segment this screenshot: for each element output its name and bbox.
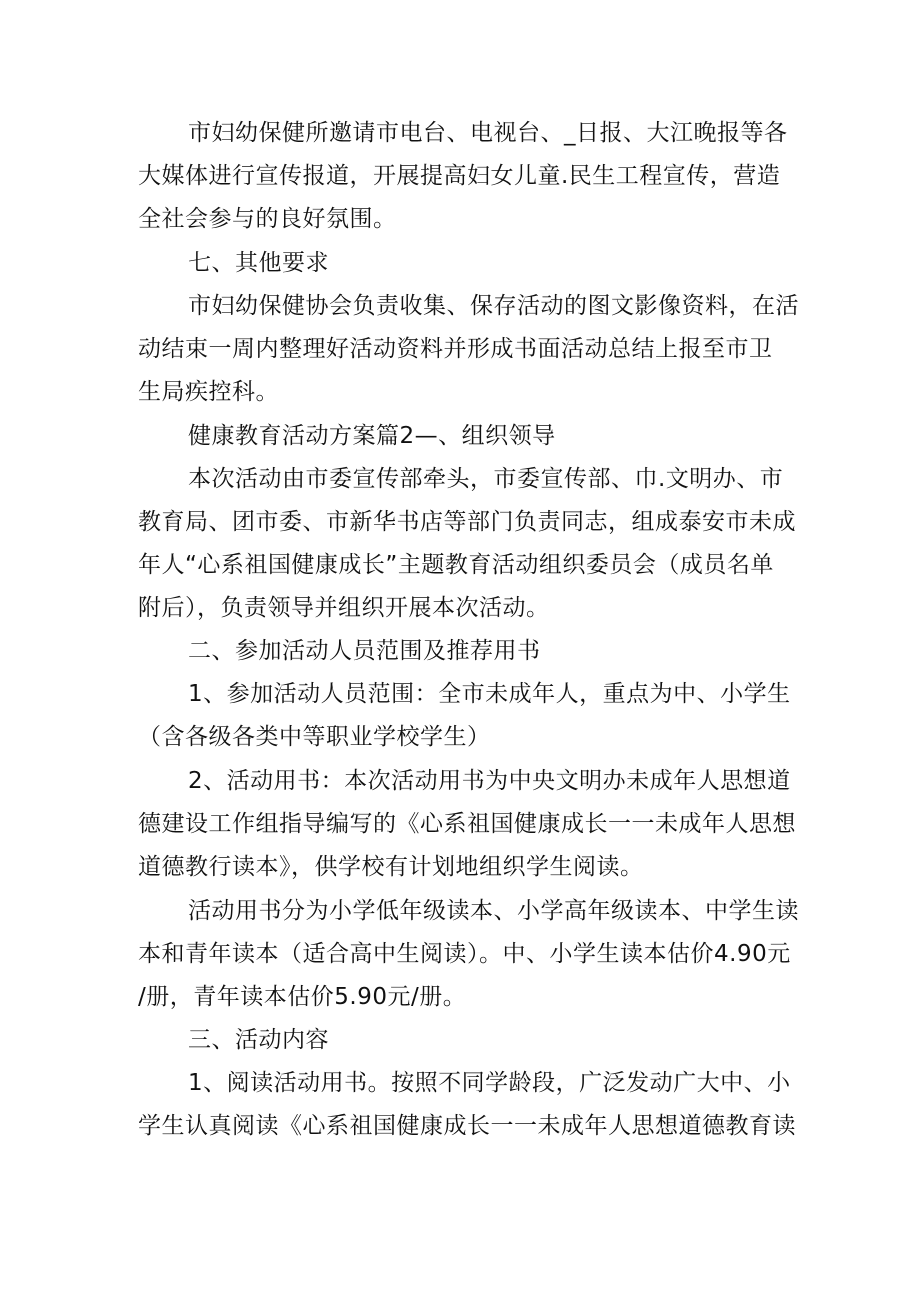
section-heading: 三、活动内容 xyxy=(188,1027,329,1053)
paragraph-line: （含各级各类中等职业学校学生） xyxy=(138,724,491,750)
paragraph-line: 附后），负责领导并组织开展本次活动。 xyxy=(138,595,550,621)
paragraph-line: 市妇幼保健所邀请市电台、电视台、_日报、大江晚报等各 xyxy=(188,120,788,146)
paragraph-line: 教育局、团市委、市新华书店等部门负责同志，组成泰安市未成 xyxy=(138,509,796,535)
paragraph-line: 活动用书分为小学低年级读本、小学高年级读本、中学生读 xyxy=(188,898,799,924)
paragraph-line: 生局疾控科。 xyxy=(138,379,279,405)
paragraph-line: 本和青年读本（适合高中生阅读）。中、小学生读本估价4.90元 xyxy=(138,941,791,967)
paragraph-line: 全社会参与的良好氛围。 xyxy=(138,206,397,232)
paragraph-line: 2、活动用书：本次活动用书为中央文明办未成年人思想道 xyxy=(188,768,791,794)
paragraph-line: 年人“心系祖国健康成长”主题教育活动组织委员会（成员名单 xyxy=(138,552,774,578)
paragraph-line: 本次活动由市委宣传部牵头，市委宣传部、巾.文明办、市 xyxy=(188,466,784,492)
paragraph-line: 动结束一周内整理好活动资料并形成书面活动总结上报至市卫 xyxy=(138,336,773,362)
paragraph-line: 市妇幼保健协会负责收集、保存活动的图文影像资料，在活 xyxy=(188,293,799,319)
section-heading: 七、其他要求 xyxy=(188,250,329,276)
paragraph-line: 学生认真阅读《心系祖国健康成长一一未成年人思想道德教育读 xyxy=(138,1113,796,1139)
paragraph-line: 德建设工作组指导编写的《心系祖国健康成长一一未成年人思想 xyxy=(138,811,796,837)
section-heading: 二、参加活动人员范围及推荐用书 xyxy=(188,638,541,664)
section-heading: 健康教育活动方案篇2—、组织领导 xyxy=(188,423,556,449)
paragraph-line: 大媒体进行宣传报道，开展提高妇女儿童.民生工程宣传，营造 xyxy=(138,163,781,189)
paragraph-line: /册，青年读本估价5.90元/册。 xyxy=(138,984,467,1010)
paragraph-line: 1、参加活动人员范围：全市未成年人，重点为中、小学生 xyxy=(188,681,791,707)
paragraph-line: 1、阅读活动用书。按照不同学龄段，广泛发动广大中、小 xyxy=(188,1070,791,1096)
paragraph-line: 道德教行读本》，供学校有计划地组织学生阅读。 xyxy=(138,854,644,880)
